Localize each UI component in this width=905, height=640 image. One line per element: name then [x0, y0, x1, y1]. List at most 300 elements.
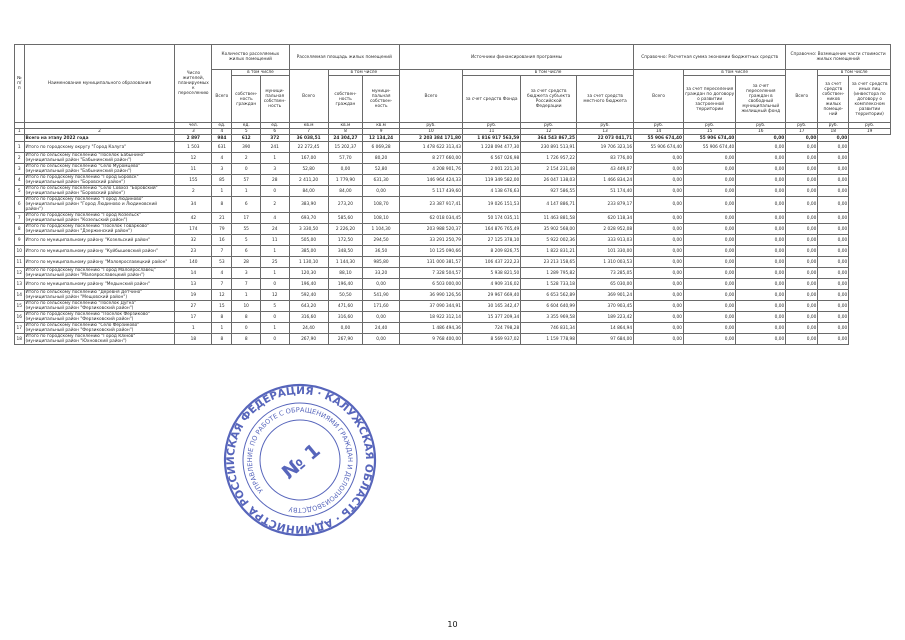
row-value: 12	[175, 153, 212, 164]
unit-cell: руб.	[849, 123, 891, 129]
row-value: 27	[175, 301, 212, 312]
row-value: 0,00	[786, 175, 818, 186]
row-value: 164 876 765,49	[462, 224, 520, 235]
row-value: 0,00	[736, 213, 786, 224]
header-municipality: Наименование муниципального образования	[24, 45, 175, 123]
row-value: 2	[175, 186, 212, 197]
row-value: 0,00	[736, 186, 786, 197]
header-ref2-incl: в том числе	[818, 70, 891, 76]
row-value: 8	[232, 312, 261, 323]
row-value: 1	[212, 323, 232, 334]
row-value: 0,00	[684, 213, 736, 224]
row-number: 12	[15, 268, 25, 279]
header-area-total: Всего	[289, 70, 328, 123]
row-value: 0,00	[818, 246, 849, 257]
row-name: Итого по городскому округу "Город Калуга"	[24, 142, 175, 153]
row-value: 0,00	[634, 257, 684, 268]
row-value: 0,00	[786, 268, 818, 279]
row-value: 8	[212, 334, 232, 345]
row-value: 3	[212, 164, 232, 175]
header-src-fund: за счет средств Фонда	[462, 76, 520, 123]
unit-cell: кв.м	[289, 123, 328, 129]
row-value: 0,00	[786, 334, 818, 345]
row-value: 171,60	[363, 301, 400, 312]
row-value: 26 047 138,03	[521, 175, 577, 186]
row-value: 541,90	[363, 290, 400, 301]
table-row	[15, 268, 891, 279]
row-value: 22 073 041,71	[577, 135, 634, 142]
row-number: 18	[15, 334, 25, 345]
row-value: 372	[260, 135, 289, 142]
row-value: 267,90	[328, 334, 362, 345]
table-header	[15, 45, 891, 135]
row-value: 1	[175, 323, 212, 334]
unit-cell: руб.	[634, 123, 684, 129]
row-value: 23 213 158,65	[521, 257, 577, 268]
row-value: 0,00	[684, 246, 736, 257]
row-value: 50,50	[328, 290, 362, 301]
row-value: 19	[175, 290, 212, 301]
row-value: 390	[232, 142, 261, 153]
row-name: Итого по сельскому поселению "Деревня Детчино" (муниципальный район "Мещовский район")	[24, 290, 175, 301]
row-value: 333 913,03	[577, 235, 634, 246]
row-value: 0,00	[818, 142, 849, 153]
row-value: 6 503 000,00	[399, 279, 462, 290]
seal-outer-text: РОССИЙСКАЯ ФЕДЕРАЦИЯ · КАЛУЖСКАЯ ОБЛАСТЬ · АДМИНИСТРАЦИЯ	[224, 384, 376, 536]
row-value: 0	[260, 186, 289, 197]
row-value: 131 000 381,57	[399, 257, 462, 268]
row-value: 2 897	[175, 135, 212, 142]
row-value: 10	[232, 301, 261, 312]
row-value: 35 902 568,00	[521, 224, 577, 235]
row-value: 11 463 881,58	[521, 213, 577, 224]
column-number-cell: 6	[260, 129, 289, 135]
row-value: 6 069,28	[363, 142, 400, 153]
row-value: 0,00	[786, 312, 818, 323]
row-value: 19 706 323,16	[577, 142, 634, 153]
row-name: Итого по сельскому поселению "Село Ферзиково" (муниципальный район "Ферзиковский район")	[24, 323, 175, 334]
row-value: 15	[212, 301, 232, 312]
row-value: 55 906 674,40	[634, 142, 684, 153]
row-value: 37 090 344,91	[399, 301, 462, 312]
row-value: 0,00	[634, 290, 684, 301]
row-value: 592,40	[289, 290, 328, 301]
row-value: 12	[212, 290, 232, 301]
row-value: 0,00	[684, 197, 736, 213]
row-value: 0,00	[818, 164, 849, 175]
row-value: 0,00	[786, 301, 818, 312]
row-number: 16	[15, 312, 25, 323]
row-value: 2 001 221,30	[462, 164, 520, 175]
row-value: 23	[175, 246, 212, 257]
row-number: 14	[15, 290, 25, 301]
row-number: 11	[15, 257, 25, 268]
row-value: 0,00	[328, 323, 362, 334]
row-value: 1 528 733,18	[521, 279, 577, 290]
row-value: 620 118,34	[577, 213, 634, 224]
row-value: 0,00	[684, 153, 736, 164]
header-ref2-owners: за счет средств собствен-ников жилых помеще-ний	[818, 76, 849, 123]
row-value: 0	[260, 312, 289, 323]
row-value: 55 906 674,40	[684, 135, 736, 142]
row-value: 0,00	[736, 334, 786, 345]
unit-cell: чел.	[175, 123, 212, 129]
row-value: 0,00	[634, 301, 684, 312]
row-value: 84,00	[289, 186, 328, 197]
row-value: 4	[260, 213, 289, 224]
unit-cell: руб.	[736, 123, 786, 129]
row-value: 8	[232, 334, 261, 345]
row-value: 0,00	[684, 312, 736, 323]
unit-cell: кв.м	[363, 123, 400, 129]
row-value: 0,00	[736, 224, 786, 235]
column-number-cell: 1	[15, 129, 25, 135]
row-name: Итого по муниципальному району "Куйбышевский район"	[24, 246, 175, 257]
unit-cell: руб.	[577, 123, 634, 129]
row-value: 7	[212, 279, 232, 290]
row-value: 1 486 494,36	[399, 323, 462, 334]
row-value: 0,00	[736, 135, 786, 142]
row-value: 370 903,45	[577, 301, 634, 312]
table-row	[15, 257, 891, 268]
row-value: 172,50	[328, 235, 362, 246]
row-value: 0,00	[736, 279, 786, 290]
row-value: 0,00	[684, 290, 736, 301]
row-value: 101 330,00	[577, 246, 634, 257]
row-name: Итого по сельскому поселению "Село Муромцево" (муниципальный район "Бабынинский район")	[24, 164, 175, 175]
row-value: 27 125 378,10	[462, 235, 520, 246]
header-group-count: Количество расселяемых жилых помещений	[212, 45, 289, 70]
row-value: 6	[232, 197, 261, 213]
row-value: 0,00	[684, 257, 736, 268]
row-value: 0,00	[818, 135, 849, 142]
row-value: 348,50	[328, 246, 362, 257]
row-number: 6	[15, 197, 25, 213]
table-row	[15, 323, 891, 334]
row-value: 30 165 342,47	[462, 301, 520, 312]
row-value: 631	[212, 142, 232, 153]
row-number: 10	[15, 246, 25, 257]
row-name: Итого по сельскому поселению "Поселок Дугна" (муниципальный район "Ферзиковский район")	[24, 301, 175, 312]
row-value: 80,20	[363, 153, 400, 164]
row-value: 36,50	[363, 246, 400, 257]
row-value: 9 768 400,00	[399, 334, 462, 345]
row-value: 1 822 831,21	[521, 246, 577, 257]
resettlement-table	[14, 44, 891, 345]
row-value: 0,00	[786, 224, 818, 235]
row-value: 267,90	[289, 334, 328, 345]
header-ref-total: Всего	[634, 70, 684, 123]
row-value: 17	[232, 213, 261, 224]
row-value: 0,00	[818, 235, 849, 246]
row-name: Итого по муниципальному району "Медынский район"	[24, 279, 175, 290]
row-value: 5	[260, 301, 289, 312]
row-value: 52,80	[289, 164, 328, 175]
row-value: 3	[260, 164, 289, 175]
row-value: 8 209 826,75	[462, 246, 520, 257]
row-number: 13	[15, 279, 25, 290]
row-number: 9	[15, 235, 25, 246]
row-value: 233 879,17	[577, 197, 634, 213]
row-value: 10 125 090,66	[399, 246, 462, 257]
row-value: 1 779,90	[328, 175, 362, 186]
row-value: 3 355 969,58	[521, 312, 577, 323]
row-value: 57	[232, 175, 261, 186]
row-value: 1	[260, 268, 289, 279]
row-value: 631,30	[363, 175, 400, 186]
page-number: 10	[447, 620, 458, 629]
row-value: 155	[175, 175, 212, 186]
row-value: 120,30	[289, 268, 328, 279]
row-value: 1 310 003,53	[577, 257, 634, 268]
row-value: 0,00	[634, 268, 684, 279]
row-value: 0,00	[736, 257, 786, 268]
row-value: 4	[212, 268, 232, 279]
row-value: 55 906 674,40	[634, 135, 684, 142]
row-value: 0,00	[786, 257, 818, 268]
row-value: 0,00	[786, 290, 818, 301]
row-value: 1	[232, 186, 261, 197]
row-value: 0,00	[634, 279, 684, 290]
row-name: Итого по городскому поселению "Город Людиново" (муниципальный район "Город Людиново и Людиновский район")	[24, 197, 175, 213]
row-name: Итого по городскому поселению "Город Козельск" (муниципальный район "Козельский район")	[24, 213, 175, 224]
row-value: 0,00	[786, 235, 818, 246]
row-value: 55	[232, 224, 261, 235]
header-number: № п/п	[15, 45, 25, 123]
row-value: 23 387 917,41	[399, 197, 462, 213]
row-value: 693,70	[289, 213, 328, 224]
row-value: 4 147 886,71	[521, 197, 577, 213]
row-value: 6 604 640,99	[521, 301, 577, 312]
header-sources-total: Всего	[399, 70, 462, 123]
row-value: 13	[175, 279, 212, 290]
header-ref-incl: в том числе	[684, 70, 786, 76]
header-ref-free: за счет переселения граждан в свободный муниципальный жилищный фонд	[736, 76, 786, 123]
row-value: 0,00	[736, 175, 786, 186]
row-value: 8 569 937,02	[462, 334, 520, 345]
row-value: 4 909 316,02	[462, 279, 520, 290]
row-value: 140	[175, 257, 212, 268]
row-value: 15 202,37	[328, 142, 362, 153]
seal-number: № 1	[277, 439, 325, 484]
row-value: 0,00	[363, 279, 400, 290]
row-value: 21	[212, 213, 232, 224]
row-value: 62 018 034,45	[399, 213, 462, 224]
row-value: 106 437 222,23	[462, 257, 520, 268]
row-value: 0,00	[818, 224, 849, 235]
row-value: 1 130,10	[289, 257, 328, 268]
row-value: 42	[175, 213, 212, 224]
row-value: 16	[212, 235, 232, 246]
row-value: 1 478 622 313,43	[399, 142, 462, 153]
row-value: 33,20	[363, 268, 400, 279]
row-value: 28	[260, 175, 289, 186]
row-value: 0,00	[634, 164, 684, 175]
row-value: 36 038,51	[289, 135, 328, 142]
row-value: 146 964 424,33	[399, 175, 462, 186]
row-value: 0,00	[818, 257, 849, 268]
row-value: 53	[212, 257, 232, 268]
row-value: 55 906 674,40	[684, 142, 736, 153]
header-area-municipal: муници-пальная собствен-ность	[363, 76, 400, 123]
row-value: 0,00	[818, 186, 849, 197]
row-value: 12	[260, 290, 289, 301]
row-value: 0,00	[736, 235, 786, 246]
row-value: 36 990 126,56	[399, 290, 462, 301]
row-name: Итого по городскому поселению "Поселок Товарково" (муниципальный район "Дзержинский район")	[24, 224, 175, 235]
row-value: 29 967 669,40	[462, 290, 520, 301]
row-value: 11	[260, 235, 289, 246]
row-value: 8	[212, 312, 232, 323]
row-value: 7	[212, 246, 232, 257]
row-value: 316,60	[328, 312, 362, 323]
row-value: 0,00	[634, 224, 684, 235]
row-value: 643,20	[289, 301, 328, 312]
row-value: 0,00	[786, 246, 818, 257]
header-group-reference: Справочно: Расчетная сумма экономии бюджетных средств	[634, 45, 786, 70]
unit-cell: руб.	[399, 123, 462, 129]
row-value: 1	[260, 246, 289, 257]
row-value: 385,00	[289, 246, 328, 257]
row-value: 4 208 901,76	[399, 164, 462, 175]
row-value: 0,00	[684, 279, 736, 290]
row-value: 79	[212, 224, 232, 235]
row-value: 1 726 957,22	[521, 153, 577, 164]
column-number-cell: 16	[736, 129, 786, 135]
row-name: Итого по городскому поселению "Поселок Ферзиково" (муниципальный район "Ферзиковский район")	[24, 312, 175, 323]
row-value: 4	[212, 153, 232, 164]
row-name: Итого по муниципальному району "Козельский район"	[24, 235, 175, 246]
row-value: 97 684,00	[577, 334, 634, 345]
row-value: 0,00	[818, 312, 849, 323]
column-number-cell: 12	[521, 129, 577, 135]
header-count-municipal: муници-пальная собствен-ность	[260, 76, 289, 123]
row-value: 984	[212, 135, 232, 142]
row-value: 84,00	[328, 186, 362, 197]
row-name: Итого по городскому поселению "Город Юхнов" (муниципальный район "Юхновский район")	[24, 334, 175, 345]
row-value: 3 330,50	[289, 224, 328, 235]
row-value: 0,00	[736, 142, 786, 153]
table-row	[15, 186, 891, 197]
unit-cell: руб.	[521, 123, 577, 129]
row-value: 383,90	[289, 197, 328, 213]
column-number-cell: 13	[577, 129, 634, 135]
row-value: 294,50	[363, 235, 400, 246]
row-value: 8 277 660,00	[399, 153, 462, 164]
row-number: 5	[15, 186, 25, 197]
row-value: 0,00	[736, 290, 786, 301]
row-value: 5 938 821,50	[462, 268, 520, 279]
table-row	[15, 312, 891, 323]
unit-cell: руб.	[786, 123, 818, 129]
header-area-private: собствен-ность граждан	[328, 76, 362, 123]
row-value: 0,00	[786, 279, 818, 290]
row-value: 985,80	[363, 257, 400, 268]
row-value: 2 203 384 171,80	[399, 135, 462, 142]
row-value: 51 174,40	[577, 186, 634, 197]
row-value: 0,00	[684, 164, 736, 175]
row-value: 0,00	[818, 301, 849, 312]
row-value: 1 503	[175, 142, 212, 153]
row-value: 0,00	[786, 197, 818, 213]
row-value: 0,00	[786, 323, 818, 334]
header-src-local: за счет средств местного бюджета	[577, 76, 634, 123]
column-number-cell: 17	[786, 129, 818, 135]
row-value: 0,00	[818, 279, 849, 290]
row-value: 196,40	[289, 279, 328, 290]
row-value: 1 466 834,24	[577, 175, 634, 186]
row-value: 0,00	[736, 164, 786, 175]
row-value: 196,40	[328, 279, 362, 290]
column-number-cell: 4	[212, 129, 232, 135]
row-value: 34	[175, 197, 212, 213]
row-value: 316,60	[289, 312, 328, 323]
row-value: 108,10	[363, 213, 400, 224]
row-value: 0,00	[818, 334, 849, 345]
unit-cell: руб.	[462, 123, 520, 129]
column-number-cell: 8	[328, 129, 362, 135]
row-value: 0,00	[786, 186, 818, 197]
column-number-cell: 10	[399, 129, 462, 135]
row-value: 1 104,30	[363, 224, 400, 235]
row-value: 0	[260, 334, 289, 345]
row-value: 724 798,28	[462, 323, 520, 334]
row-name: Итого по муниципальному району "Малоярославецкий район"	[24, 257, 175, 268]
table-row	[15, 153, 891, 164]
row-value: 0,00	[363, 312, 400, 323]
row-value: 189 223,42	[577, 312, 634, 323]
header-residents: Число жителей, планируемых к переселению	[175, 45, 212, 123]
row-value: 0,00	[818, 175, 849, 186]
column-number-cell: 15	[684, 129, 736, 135]
row-value: 0,00	[634, 186, 684, 197]
row-value: 5 922 002,36	[521, 235, 577, 246]
row-value: 50 174 035,11	[462, 213, 520, 224]
row-value: 6 567 026,98	[462, 153, 520, 164]
row-value: 12 134,24	[363, 135, 400, 142]
unit-cell: руб.	[684, 123, 736, 129]
row-value: 0,00	[684, 224, 736, 235]
row-name: Всего на этапу 2022 года	[24, 135, 175, 142]
total-row	[15, 135, 891, 142]
row-value: 364 543 867,25	[521, 135, 577, 142]
row-value: 11	[175, 164, 212, 175]
row-value: 25	[260, 257, 289, 268]
row-value: 0,00	[818, 153, 849, 164]
row-value: 2	[260, 197, 289, 213]
row-value: 585,60	[328, 213, 362, 224]
row-value: 0,00	[634, 323, 684, 334]
row-number: 1	[15, 142, 25, 153]
row-value: 32	[175, 235, 212, 246]
row-value: 167,00	[289, 153, 328, 164]
column-number-cell: 14	[634, 129, 684, 135]
column-number-cell: 18	[818, 129, 849, 135]
row-number: 7	[15, 213, 25, 224]
row-value: 0,00	[634, 175, 684, 186]
row-value: 0,00	[786, 164, 818, 175]
row-number: 15	[15, 301, 25, 312]
row-value: 6	[232, 246, 261, 257]
row-value: 15 377 209,34	[462, 312, 520, 323]
row-name: Итого по сельскому поселению "Село Совхоз "Боровский" (муниципальный район "Боровский район")	[24, 186, 175, 197]
row-value: 5 117 439,60	[399, 186, 462, 197]
row-value: 24	[260, 224, 289, 235]
row-value: 241	[260, 142, 289, 153]
header-ref2-other: за счет средств иных лиц (инвестора по договору о комплексном развитии территории)	[849, 76, 891, 123]
row-value: 18 922 312,14	[399, 312, 462, 323]
header-sources-incl: в том числе	[462, 70, 633, 76]
